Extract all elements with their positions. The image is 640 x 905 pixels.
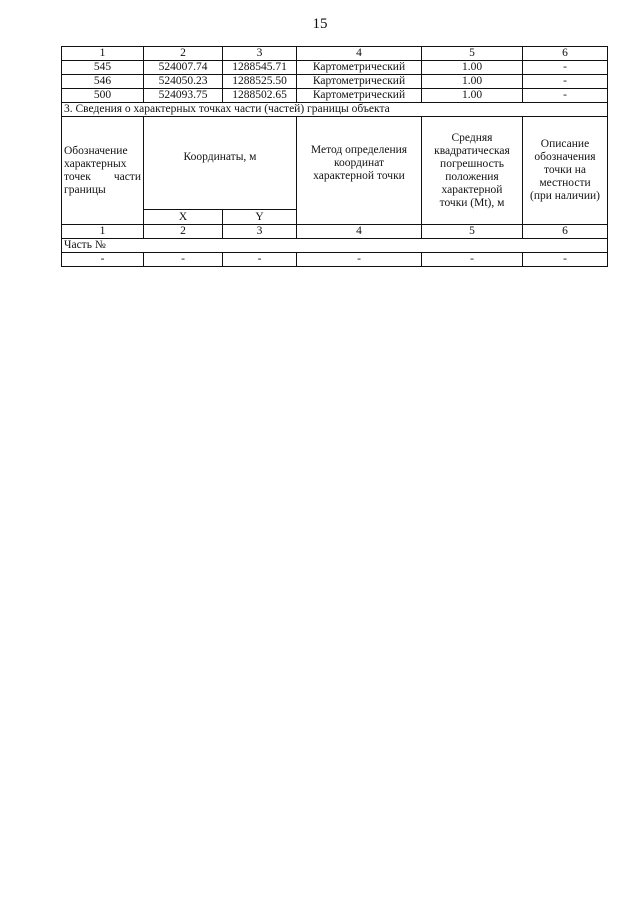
error-cell: 1.00 bbox=[422, 75, 523, 89]
col-number: 3 bbox=[223, 47, 297, 61]
table-row bbox=[62, 75, 608, 89]
error-cell: 1.00 bbox=[422, 89, 523, 103]
col-number: 2 bbox=[144, 225, 223, 239]
col-number: 1 bbox=[62, 225, 144, 239]
col-number: 6 bbox=[523, 225, 608, 239]
header-x: X bbox=[144, 210, 223, 225]
empty-cell: - bbox=[62, 253, 144, 267]
column-number-row bbox=[62, 225, 608, 239]
header-coordinates: Координаты, м bbox=[144, 117, 297, 210]
section-title: 3. Сведения о характерных точках части (частей) границы объекта bbox=[62, 103, 608, 117]
table-row bbox=[62, 89, 608, 103]
header-point-designation: Обозначение характерных точек части границы bbox=[62, 117, 144, 225]
empty-cell: - bbox=[422, 253, 523, 267]
method-cell: Картометрический bbox=[297, 75, 422, 89]
x-coordinate-cell: 524007.74 bbox=[144, 61, 223, 75]
col-number: 5 bbox=[422, 47, 523, 61]
point-number-cell: 545 bbox=[62, 61, 144, 75]
y-coordinate-cell: 1288525.50 bbox=[223, 75, 297, 89]
table-row bbox=[62, 61, 608, 75]
col-number: 4 bbox=[297, 225, 422, 239]
part-label-row bbox=[62, 239, 608, 253]
section-title-row bbox=[62, 103, 608, 117]
description-cell: - bbox=[523, 61, 608, 75]
header-mean-error: Средняя квадратическая погрешность положения характерной точки (Mt), м bbox=[422, 117, 523, 225]
point-number-cell: 546 bbox=[62, 75, 144, 89]
x-coordinate-cell: 524050.23 bbox=[144, 75, 223, 89]
empty-cell: - bbox=[297, 253, 422, 267]
page-number: 15 bbox=[312, 16, 328, 32]
col-number: 3 bbox=[223, 225, 297, 239]
header-method: Метод определения координат характерной точки bbox=[297, 117, 422, 225]
empty-cell: - bbox=[223, 253, 297, 267]
col-number: 6 bbox=[523, 47, 608, 61]
header-description: Описание обозначения точки на местности (при наличии) bbox=[523, 117, 608, 225]
method-cell: Картометрический bbox=[297, 61, 422, 75]
col-number: 4 bbox=[297, 47, 422, 61]
part-label: Часть № bbox=[62, 239, 608, 253]
empty-cell: - bbox=[523, 253, 608, 267]
header-row bbox=[62, 117, 608, 210]
col-number: 2 bbox=[144, 47, 223, 61]
y-coordinate-cell: 1288545.71 bbox=[223, 61, 297, 75]
empty-cell: - bbox=[144, 253, 223, 267]
x-coordinate-cell: 524093.75 bbox=[144, 89, 223, 103]
description-cell: - bbox=[523, 75, 608, 89]
point-number-cell: 500 bbox=[62, 89, 144, 103]
method-cell: Картометрический bbox=[297, 89, 422, 103]
col-number: 5 bbox=[422, 225, 523, 239]
boundary-points-table bbox=[61, 46, 608, 267]
col-number: 1 bbox=[62, 47, 144, 61]
table-row bbox=[62, 253, 608, 267]
header-y: Y bbox=[223, 210, 297, 225]
column-number-row bbox=[62, 47, 608, 61]
y-coordinate-cell: 1288502.65 bbox=[223, 89, 297, 103]
error-cell: 1.00 bbox=[422, 61, 523, 75]
description-cell: - bbox=[523, 89, 608, 103]
